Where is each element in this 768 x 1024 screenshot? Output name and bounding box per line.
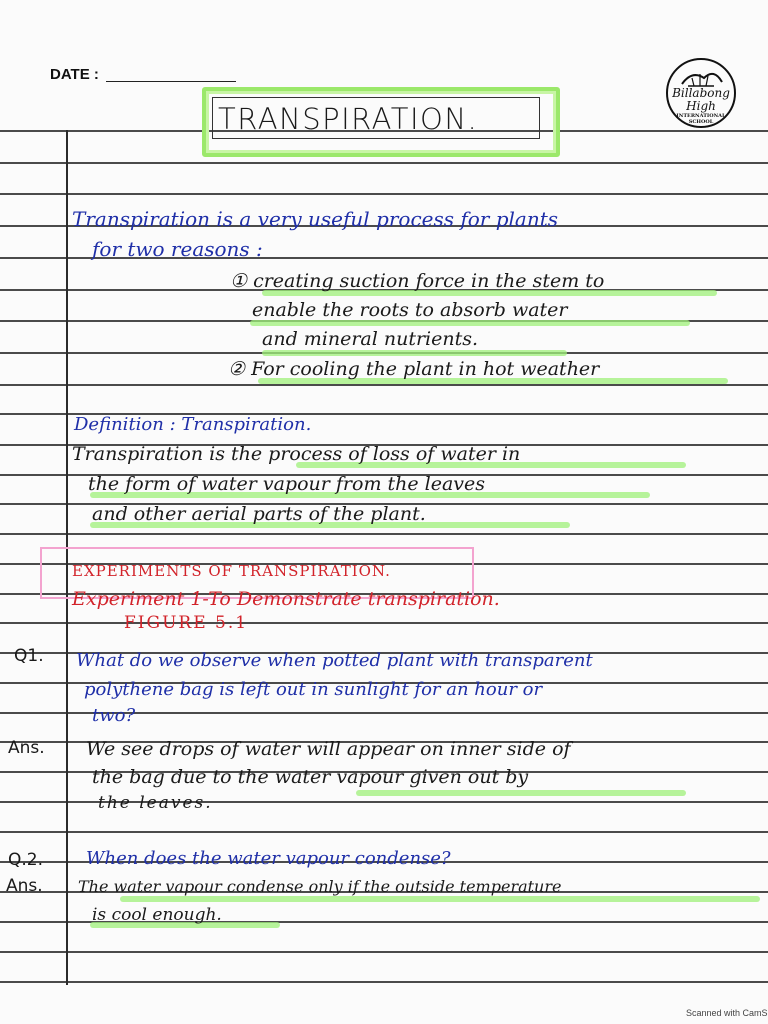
answer-label: Ans.: [6, 876, 43, 896]
question-label: Q1.: [14, 646, 44, 666]
ruled-line: [0, 831, 768, 833]
question-line: What do we observe when potted plant with transparent: [76, 650, 593, 671]
logo-text-line3: INTERNATIONAL SCHOOL: [676, 113, 726, 125]
highlight-mark: [356, 790, 686, 796]
ruled-line: [0, 193, 768, 195]
definition-line-2: the form of water vapour from the leaves: [88, 473, 486, 495]
reason-1-line-a: ① creating suction force in the stem to: [230, 270, 605, 292]
logo-text-line1: Billabong: [672, 86, 730, 100]
definition-line-1: Transpiration is the process of loss of water in: [72, 443, 521, 465]
date-underline: [106, 81, 236, 82]
scanner-watermark: Scanned with CamS: [686, 1008, 768, 1018]
page-title: TRANSPIRATION.: [218, 102, 479, 136]
answer-line: the bag due to the water vapour given out by: [92, 766, 529, 788]
ruled-line: [0, 162, 768, 164]
definition-heading: Definition : Transpiration.: [74, 414, 312, 435]
intro-line-2: for two reasons :: [92, 237, 263, 261]
answer-line: We see drops of water will appear on inner side of: [86, 738, 571, 760]
experiment-1-title: Experiment 1-To Demonstrate transpiration.: [72, 588, 500, 610]
ruled-line: [0, 533, 768, 535]
ruled-line: [0, 384, 768, 386]
experiments-heading: EXPERIMENTS OF TRANSPIRATION.: [72, 562, 391, 580]
reason-2: ② For cooling the plant in hot weather: [228, 358, 600, 380]
school-logo: [664, 56, 738, 130]
figure-label: FIGURE 5.1: [124, 613, 249, 633]
reason-1-line-b: enable the roots to absorb water: [252, 299, 568, 321]
intro-line-1: Transpiration is a very useful process for plants: [72, 207, 559, 231]
highlight-mark: [262, 350, 567, 356]
answer-line: the leaves.: [98, 793, 213, 813]
definition-line-3: and other aerial parts of the plant.: [92, 503, 426, 525]
date-label: DATE :: [50, 66, 99, 83]
ruled-line: [0, 951, 768, 953]
answer-line: is cool enough.: [92, 905, 222, 925]
ruled-line: [0, 622, 768, 624]
answer-line: The water vapour condense only if the outside temperature: [78, 877, 562, 896]
question-line: polythene bag is left out in sunlight for an hour or: [84, 679, 543, 700]
answer-label: Ans.: [8, 738, 45, 758]
question-label: Q.2.: [8, 850, 44, 870]
ruled-line: [0, 981, 768, 983]
question-line: two?: [92, 705, 136, 726]
logo-text-line2: High: [686, 99, 716, 113]
question-line: When does the water vapour condense?: [86, 848, 451, 869]
reason-1-line-c: and mineral nutrients.: [262, 328, 479, 350]
